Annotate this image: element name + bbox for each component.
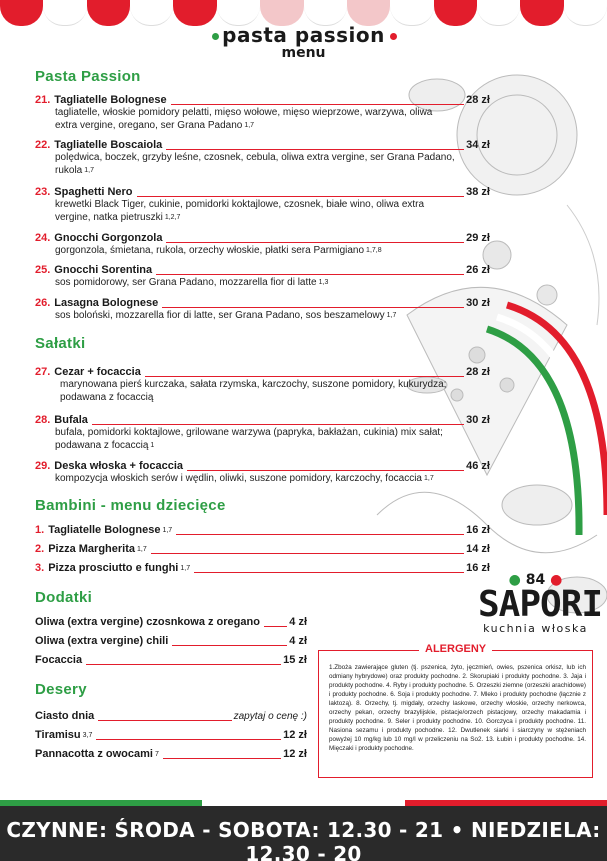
item-price: 29 zł [466, 232, 490, 244]
item-price: 15 zł [283, 654, 307, 666]
section-title-kids: Bambini - menu dziecięce [35, 497, 226, 514]
allergen-codes: 1,7 [244, 121, 255, 129]
menu-item [35, 524, 490, 537]
item-price: zapytaj o cenę :) [233, 711, 307, 722]
item-name: Tiramisu [35, 729, 81, 741]
item-number: 22. [35, 139, 51, 151]
menu-item [35, 635, 307, 648]
menu-item [35, 186, 490, 224]
footer [0, 806, 607, 861]
item-price: 4 zł [289, 635, 307, 647]
menu-item [35, 232, 490, 258]
item-description: marynowana pierś kurczaka, sałata rzymska, karczochy, suszone pomidory, kukurydza; podawana z focaccią [60, 379, 447, 403]
item-description: polędwica, boczek, grzyby leśne, czosnek, cebula, oliwa extra vergine, ser Grana Padano, rukola [55, 152, 455, 176]
item-name: Tagliatelle Boscaiola [54, 139, 163, 151]
item-description: kompozycja włoskich serów i wędlin, oliwki, suszone pomidory, karczochy, focaccia [55, 473, 422, 484]
menu-item [35, 94, 490, 132]
section-title-extras: Dodatki [35, 589, 93, 606]
item-price: 30 zł [466, 297, 490, 309]
item-number: 28. [35, 414, 51, 426]
menu-item [35, 139, 490, 177]
item-number: 23. [35, 186, 51, 198]
allergen-codes: 7 [154, 751, 159, 758]
restaurant-logo: ● 84 ● SAPORI kuchnia włoska [478, 572, 603, 635]
logo-number: 84 [525, 572, 546, 588]
item-name: Gnocchi Sorentina [54, 264, 153, 276]
item-number: 2. [35, 543, 45, 555]
item-price: 16 zł [466, 562, 490, 574]
item-price: 28 zł [466, 366, 490, 378]
item-number: 3. [35, 562, 45, 574]
item-name: Gnocchi Gorgonzola [54, 232, 163, 244]
allergen-codes: 1,7 [424, 475, 434, 482]
menu-item [35, 748, 307, 761]
item-number: 25. [35, 264, 51, 276]
allergen-codes: 3,7 [82, 732, 93, 739]
item-name: Bufala [54, 414, 88, 426]
item-number: 24. [35, 232, 51, 244]
item-name: Cezar + focaccia [54, 366, 141, 378]
item-description: gorgonzola, śmietana, rukola, orzechy włoskie, płatki sera Parmigiano [55, 245, 365, 256]
allergen-codes: 1,7 [162, 527, 173, 534]
item-name: Lasagna Bolognese [54, 297, 159, 309]
menu-item [35, 654, 307, 667]
section-title-salads: Sałatki [35, 335, 86, 352]
menu-item [35, 460, 490, 486]
item-number: 27. [35, 366, 51, 378]
item-price: 26 zł [466, 264, 490, 276]
allergens-box [318, 643, 593, 778]
page-subtitle: menu [281, 45, 326, 61]
allergen-codes: 1,2,7 [164, 213, 181, 221]
item-name: Pannacotta z owocami [35, 748, 153, 760]
item-price: 38 zł [466, 186, 490, 198]
allergen-codes: 1 [150, 441, 155, 449]
allergen-codes: 1,7 [386, 312, 397, 319]
allergen-codes: 1,7,8 [366, 247, 382, 254]
menu-item [35, 729, 307, 742]
item-name: Deska włoska + focaccia [54, 460, 184, 472]
item-price: 12 zł [283, 729, 307, 741]
section-title-desserts: Desery [35, 681, 87, 698]
allergens-title: ALERGENY [419, 643, 492, 655]
item-name: Focaccia [35, 654, 83, 666]
item-name: Oliwa (extra vergine) chili [35, 635, 169, 647]
item-name: Pizza prosciutto e funghi [48, 562, 179, 574]
item-name: Spaghetti Nero [54, 186, 133, 198]
menu-item [35, 616, 307, 629]
item-number: 1. [35, 524, 45, 536]
menu-item [35, 710, 307, 723]
item-number: 29. [35, 460, 51, 472]
item-price: 30 zł [466, 414, 490, 426]
menu-item [35, 366, 490, 404]
item-price: 16 zł [466, 524, 490, 536]
item-number: 26. [35, 297, 51, 309]
allergen-codes: 1,3 [318, 279, 329, 286]
menu-item [35, 264, 490, 290]
item-number: 21. [35, 94, 51, 106]
allergen-codes: 1,7 [137, 546, 147, 553]
item-description: sos boloński, mozzarella fior di latte, ser Grana Padano, sos beszamelowy [55, 310, 385, 321]
item-price: 34 zł [466, 139, 490, 151]
item-name: Tagliatelle Bolognese [54, 94, 167, 106]
item-description: krewetki Black Tiger, cukinie, pomidorki koktajlowe, czosnek, białe wino, oliwa extra vergine, natka pietruszki [55, 199, 425, 223]
item-price: 12 zł [283, 748, 307, 760]
item-name: Pizza Margherita [48, 543, 135, 555]
item-name: Tagliatelle Bolognese [48, 524, 161, 536]
menu-item [35, 297, 490, 323]
menu-item [35, 562, 490, 575]
allergen-codes: 1,7 [180, 565, 191, 572]
item-name: Oliwa (extra vergine) czosnkowa z oregano [35, 616, 260, 628]
item-description: tagliatelle, włoskie pomidory pelatti, mięso wołowe, mięso wieprzowe, warzywa, oliwa extra vergine, oregano, ser Grana Padano [55, 107, 433, 131]
menu-item [35, 414, 490, 452]
item-description: sos pomidorowy, ser Grana Padano, mozzarella fior di latte [55, 277, 317, 288]
logo-tagline: kuchnia włoska [483, 622, 588, 635]
menu-item [35, 543, 490, 556]
item-price: 14 zł [466, 543, 490, 555]
opening-hours: CZYNNE: ŚRODA - SOBOTA: 12.30 - 21 • NIEDZIELA: 12.30 - 20 [6, 818, 601, 861]
item-price: 4 zł [289, 616, 307, 628]
item-name: Ciasto dnia [35, 710, 95, 722]
item-price: 28 zł [466, 94, 490, 106]
item-price: 46 zł [466, 460, 490, 472]
item-description: bufala, pomidorki koktajlowe, grilowane warzywa (papryka, bakłażan, cukinia) mix sałat; podawana z focaccią [55, 427, 443, 451]
logo-name: SAPORI [478, 584, 603, 625]
section-title-pasta: Pasta Passion [35, 68, 141, 85]
allergen-codes: 1,7 [84, 166, 94, 174]
page-title: pasta passion [222, 23, 385, 47]
allergens-text: 1.Zboża zawierające gluten (tj. pszenica, żyto, jęczmień, owies, pszenica orkisz, lub ich odmiany hybrydowe) oraz produkty pochodne. 2. Skorupiaki i produkty pochodne. 3. Jaja i produkty pochodne. 4. Ryby i produkty pochodne. 5. Orzeszki ziemne (orzeszki arachidowe) i produkty pochodne. 6. Soja i produkty pochodne. 7. Mleko i produkty pochodne (łącznie z laktozą). 8. Orzechy, tj. migdały, orzechy laskowe, orzechy włoskie, orzechy nerkowca, orzechy pekan, orzechy brazylijskie, pistacje/orzech pistacjowy, orzechy makadamia i produkty pochodne. 9. Seler i produkty pochodne. 10. Gorczyca i produkty pochodne. 11. Nasiona sezamu i produkty pochodne. 12. Dwutlenek siarki i siarczyny w stężeniach powyżej 10 mg/kg lub 10 mg/l w przeliczeniu na So2. 13. Łubin i produkty pochodne. 14. Mięczaki i produkty pochodne. [329, 664, 586, 752]
